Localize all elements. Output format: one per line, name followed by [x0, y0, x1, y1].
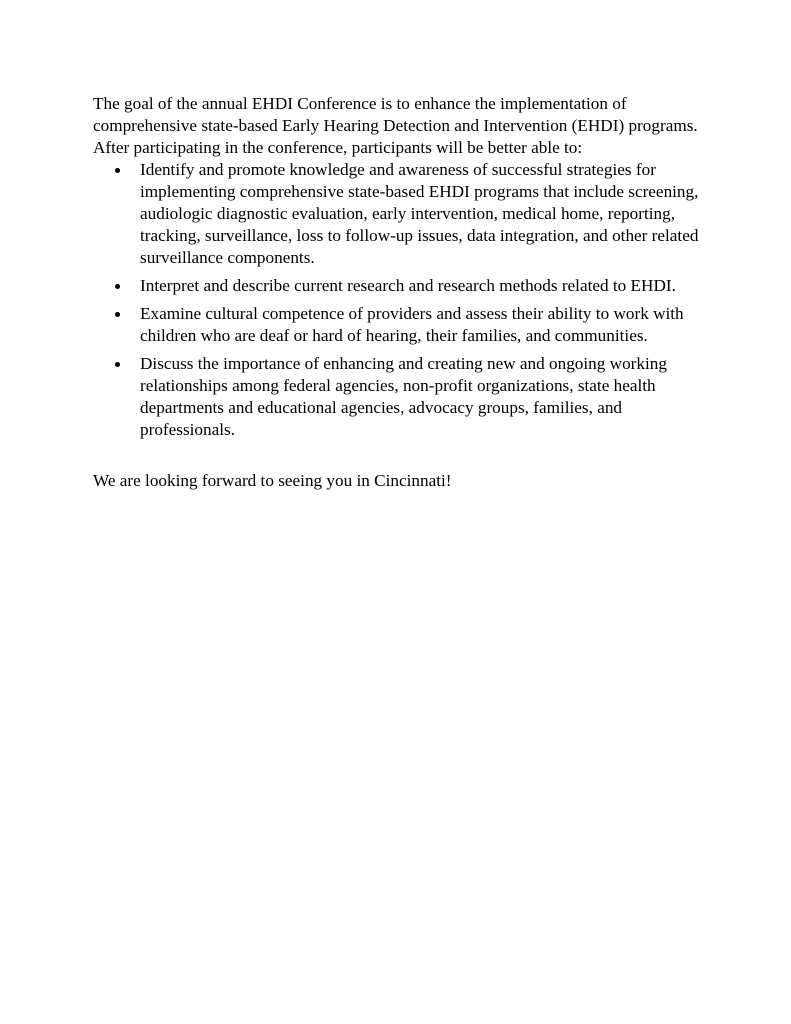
objectives-list	[93, 159, 713, 441]
document-body	[93, 93, 713, 492]
objective-text: Identify and promote knowledge and awareness of successful strategies for implementing comprehensive state-based EHDI programs that include screening, audiologic diagnostic evaluation, early intervention, medical home, reporting, tracking, surveillance, loss to follow-up issues, data integration, and other related surveillance components.	[140, 160, 699, 267]
intro-paragraph: The goal of the annual EHDI Conference is to enhance the implementation of comprehensive state-based Early Hearing Detection and Intervention (EHDI) programs. After participating in the conference, participants will be better able to:	[93, 94, 698, 157]
bullet-icon	[115, 284, 120, 289]
list-item	[93, 159, 713, 269]
closing-paragraph: We are looking forward to seeing you in Cincinnati!	[93, 471, 452, 490]
objective-text: Examine cultural competence of providers and assess their ability to work with children who are deaf or hard of hearing, their families, and communities.	[140, 304, 684, 345]
list-item	[93, 353, 713, 441]
list-item	[93, 275, 713, 297]
bullet-icon	[115, 312, 120, 317]
bullet-icon	[115, 168, 120, 173]
list-item	[93, 303, 713, 347]
objective-text: Interpret and describe current research and research methods related to EHDI.	[140, 276, 676, 295]
bullet-icon	[115, 362, 120, 367]
objective-text: Discuss the importance of enhancing and creating new and ongoing working relationships among federal agencies, non-profit organizations, state health departments and educational agencies, advocacy groups, families, and professionals.	[140, 354, 667, 439]
